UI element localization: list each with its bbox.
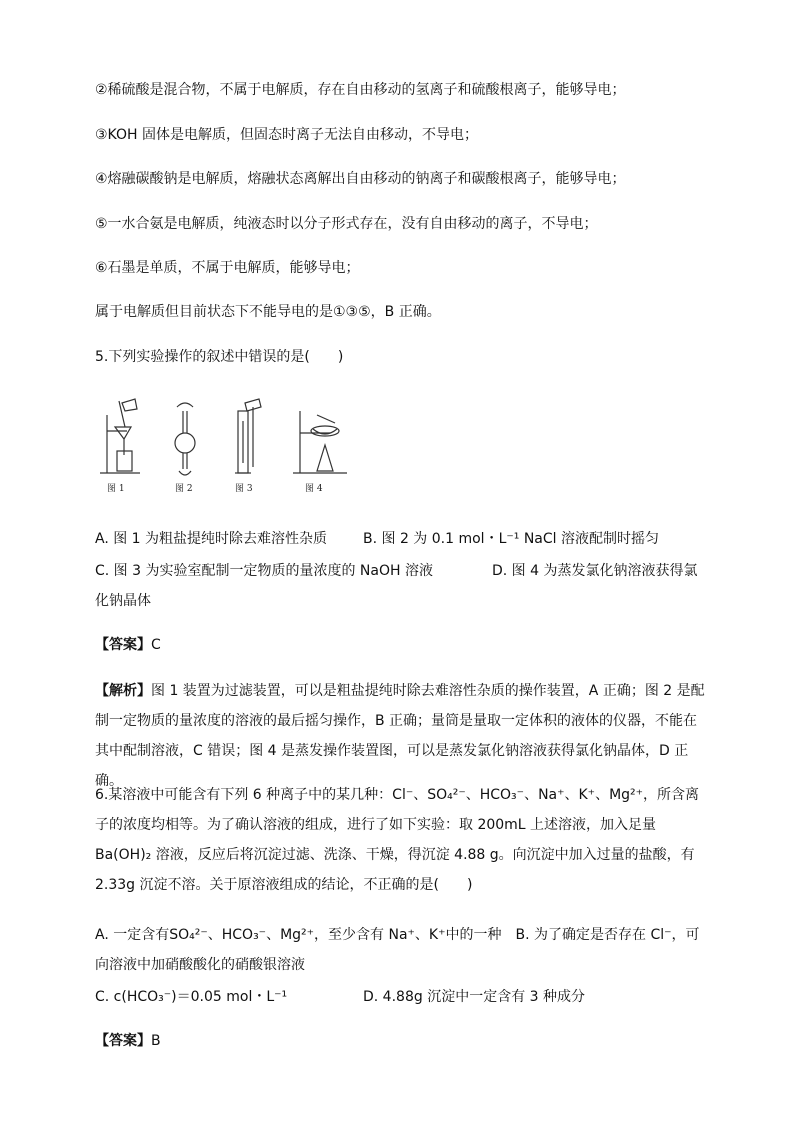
answer-value: C [151,637,161,653]
q5-answer [95,635,161,655]
figure-caption-1: 图 1 [107,484,125,494]
q6-answer [95,1031,161,1051]
q5-option-d-continued: 化钠晶体 [95,593,151,609]
analysis-text: 图 1 装置为过滤装置，可以是粗盐提纯时除去难溶性杂质的操作装置，A 正确；图 2 是配制一定物质的量浓度的溶液的最后摇匀操作，B 正确；量筒是量取一定体积的液体的仪器，不能在其中配制溶液，C 错误；图 4 是蒸发操作装置图，可以是蒸发氯化钠溶液获得氯化钠晶体，D 正确。 [95,683,705,789]
analysis-line-5: ⑤一水合氨是电解质，纯液态时以分子形式存在，没有自由移动的离子，不导电； [95,216,598,232]
answer-label: 【答案】 [95,1033,151,1049]
q5-option-a: A. 图 1 为粗盐提纯时除去难溶性杂质 [95,531,328,547]
q6-options-row-2 [95,987,585,1007]
q6-option-d: D. 4.88g 沉淀中一定含有 3 种成分 [363,989,585,1005]
question-5-stem: 5.下列实验操作的叙述中错误的是( ) [95,349,344,365]
apparatus-illustration [95,393,355,495]
q5-options-row-2 [95,561,698,581]
q6-option-c: C. c(HCO₃⁻)＝0.05 mol・L⁻¹ [95,989,288,1005]
q6-options-a-b: A. 一定含有SO₄²⁻、HCO₃⁻、Mg²⁺，至少含有 Na⁺、K⁺中的一种 B. 为了确定是否存在 Cl⁻，可向溶液中加硝酸酸化的硝酸银溶液 [95,927,700,973]
answer-value: B [151,1033,161,1049]
answer-label: 【答案】 [95,637,151,653]
analysis-line-4: ④熔融碳酸钠是电解质，熔融状态离解出自由移动的钠离子和碳酸根离子，能够导电； [95,171,626,187]
q5-option-d: D. 图 4 为蒸发氯化钠溶液获得氯 [492,563,698,579]
analysis-conclusion: 属于电解质但目前状态下不能导电的是①③⑤，B 正确。 [95,304,441,320]
experiment-figures [95,393,355,495]
analysis-line-3: ③KOH 固体是电解质，但固态时离子无法自由移动，不导电； [95,127,478,143]
analysis-line-2: ②稀硫酸是混合物，不属于电解质，存在自由移动的氢离子和硫酸根离子，能够导电； [95,82,626,98]
analysis-line-6: ⑥石墨是单质，不属于电解质，能够导电； [95,260,360,276]
figure-caption-4: 图 4 [305,484,323,494]
q5-option-b: B. 图 2 为 0.1 mol・L⁻¹ NaCl 溶液配制时摇匀 [363,531,659,547]
analysis-label: 【解析】 [95,683,151,699]
figure-caption-3: 图 3 [235,484,253,494]
question-6-stem: 6.某溶液中可能含有下列 6 种离子中的某几种：Cl⁻、SO₄²⁻、HCO₃⁻、Na⁺、K⁺、Mg²⁺，所含离子的浓度均相等。为了确认溶液的组成，进行了如下实验：取 200mL 上述溶液，加入足量 Ba(OH)₂ 溶液，反应后将沉淀过滤、洗涤、干燥，得沉淀 4.88 g。向沉淀中加入过量的盐酸，有 2.33g 沉淀不溶。关于原溶液组成的结论，不正确的是( ) [95,787,700,893]
q5-options-row-1 [95,529,659,549]
q5-option-c: C. 图 3 为实验室配制一定物质的量浓度的 NaOH 溶液 [95,563,433,579]
q5-analysis [95,676,705,796]
figure-caption-2: 图 2 [175,484,193,494]
